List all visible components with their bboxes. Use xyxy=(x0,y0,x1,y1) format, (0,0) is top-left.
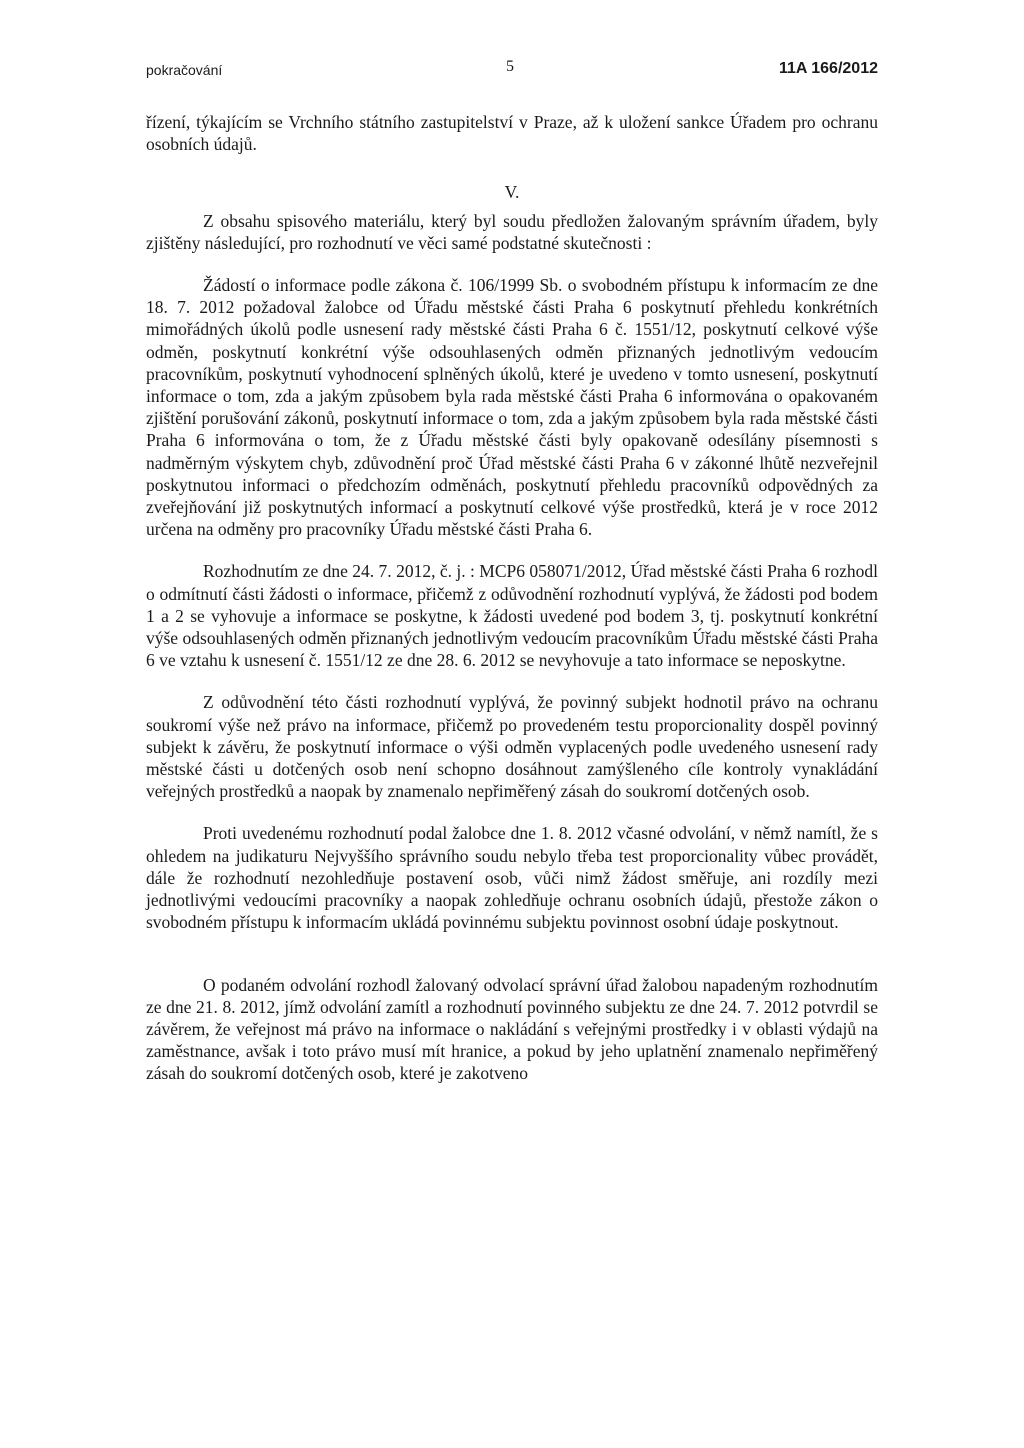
paragraph: Z obsahu spisového materiálu, který byl soudu předložen žalovaným správním úřadem, byly zjištěny následující, pro rozhodnutí ve věci samé podstatné skutečnosti : xyxy=(146,210,878,253)
page-number: 5 xyxy=(506,58,514,75)
continuation-label: pokračování xyxy=(146,62,223,78)
paragraph: Rozhodnutím ze dne 24. 7. 2012, č. j. : MCP6 058071/2012, Úřad městské části Praha 6 rozhodl o odmítnutí části žádosti o informace, přičemž z odůvodnění rozhodnutí vyplývá, že žádosti pod bodem 1 a 2 se vyhovuje a informace se poskytne, k žádosti uvedené pod bodem 3, tj. poskytnutí konkrétní výše odsouhlasených odměn přiznaných jednotlivým vedoucím pracovníkům Úřadu městské části Praha 6 ve vztahu k usnesení č. 1551/12 ze dne 28. 6. 2012 se nevyhovuje a tato informace se neposkytne. xyxy=(146,561,878,671)
paragraph: Z odůvodnění této části rozhodnutí vyplývá, že povinný subjekt hodnotil právo na ochranu soukromí výše než právo na informace, přičemž po provedeném testu proporcionality dospěl povinný subjekt k závěru, že poskytnutí informace o výši odměn vyplacených podle uvedeného usnesení rady městské části u dotčených osob není schopno dosáhnout zamýšleného cíle kontroly vynakládání veřejných prostředků a naopak by znamenalo nepřiměřený zásah do soukromí dotčených osob. xyxy=(146,692,878,802)
paragraph: Žádostí o informace podle zákona č. 106/1999 Sb. o svobodném přístupu k informacím ze dne 18. 7. 2012 požadoval žalobce od Úřadu městské části Praha 6 poskytnutí přehledu konkrétních mimořádných úkolů podle usnesení rady městské části Praha 6 č. 1551/12, poskytnutí celkové výše odměn, poskytnutí konkrétní výše odsouhlasených odměn přiznaných jednotlivým vedoucím pracovníkům, poskytnutí vyhodnocení splněných úkolů, které je uvedeno v tomto usnesení, poskytnutí informace o tom, zda a jakým způsobem byla rada městské části Praha 6 informována o opakovaném zjištění porušování zákonů, poskytnutí informace o tom, zda a jakým způsobem byla rada městské části Praha 6 informována o tom, že z Úřadu městské části byly opakovaně odesílány písemnosti s nadměrným výskytem chyb, zdůvodnění proč Úřad městské části Praha 6 v zákonné lhůtě nezveřejnil poskytnutou informaci o předchozím odměnách, poskytnutí přehledu pracovníků odpovědných za zveřejňování již poskytnutých informací a poskytnutí celkové výše prostředků, která je v roce 2012 určena na odměny pro pracovníky Úřadu městské části Praha 6. xyxy=(146,275,878,540)
page-header xyxy=(146,58,878,84)
case-number: 11A 166/2012 xyxy=(778,60,878,77)
document-body xyxy=(146,111,878,1085)
paragraph: Proti uvedenému rozhodnutí podal žalobce dne 1. 8. 2012 včasné odvolání, v němž namítl, že s ohledem na judikaturu Nejvyššího správního soudu nebylo třeba test proporcionality vůbec provádět, dále že rozhodnutí nezohledňuje postavení osob, vůči nimž žádost směřuje, ani rozdíly mezi jednotlivými vedoucími pracovníky a naopak zohledňuje ochranu osobních údajů, přestože zákon o svobodném přístupu k informacím ukládá povinnému subjektu povinnost osobní údaje poskytnout. xyxy=(146,823,878,933)
section-heading: V. xyxy=(504,182,520,203)
paragraph: O podaném odvolání rozhodl žalovaný odvolací správní úřad žalobou napadeným rozhodnutím ze dne 21. 8. 2012, jímž odvolání zamítl a rozhodnutí povinného subjektu ze dne 24. 7. 2012 potvrdil se závěrem, že veřejnost má právo na informace o nakládání s veřejnými prostředky i v oblasti výdajů na zaměstnance, avšak i toto právo musí mít hranice, a pokud by jeho uplatnění znamenalo nepřiměřený zásah do soukromí dotčených osob, které je zakotveno xyxy=(146,974,878,1084)
paragraph-continued: řízení, týkajícím se Vrchního státního zastupitelství v Praze, až k uložení sankce Úřadem pro ochranu osobních údajů. xyxy=(146,112,878,155)
